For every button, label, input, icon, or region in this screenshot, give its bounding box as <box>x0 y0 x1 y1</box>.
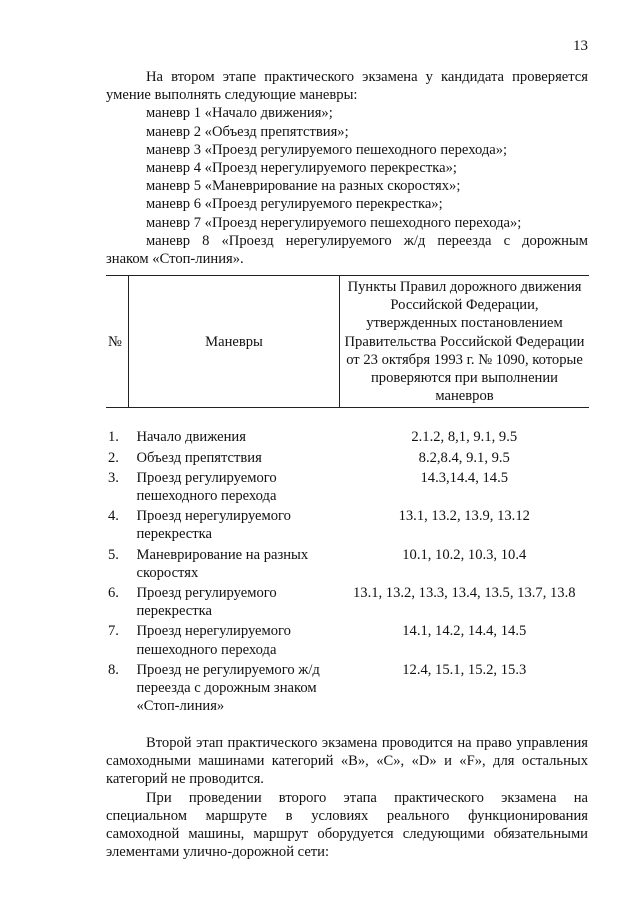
table-row <box>106 546 589 584</box>
row-maneuver: Проезд нерегулируемого пешеходного перехода <box>136 623 291 658</box>
table-row <box>106 622 589 660</box>
row-rule-points: 14.1, 14.2, 14.4, 14.5 <box>402 623 527 640</box>
header-number: № <box>106 276 129 408</box>
list-item: маневр 7 «Проезд нерегулируемого пешеходного перехода»; <box>146 214 522 231</box>
header-rule-points: Пункты Правил дорожного движения Российской Федерации, утвержденных постановлением Правительства Российской Федерации от 23 октября 1993 г. № 1090, которые проверяются при выполнении маневров <box>340 276 590 408</box>
table-row <box>106 428 589 448</box>
maneuvers-table <box>106 275 589 717</box>
row-rule-points: 8.2,8.4, 9.1, 9.5 <box>418 449 510 466</box>
row-number: 5. <box>108 546 119 563</box>
outro-section <box>106 734 588 861</box>
list-item: маневр 1 «Начало движения»; <box>146 105 333 122</box>
table-header-row <box>106 276 589 408</box>
row-rule-points: 14.3,14.4, 14.5 <box>420 469 509 486</box>
table-row <box>106 661 589 718</box>
row-maneuver: Проезд нерегулируемого перекрестка <box>136 508 291 543</box>
row-number: 3. <box>108 469 119 486</box>
row-rule-points: 12.4, 15.1, 15.2, 15.3 <box>402 661 527 678</box>
row-number: 1. <box>108 429 119 446</box>
table-row <box>106 449 589 469</box>
row-number: 4. <box>108 508 119 525</box>
row-rule-points: 13.1, 13.2, 13.9, 13.12 <box>398 508 530 525</box>
row-maneuver: Проезд регулируемого пешеходного перехода <box>136 469 277 505</box>
row-number: 6. <box>108 585 119 602</box>
table-row <box>106 507 589 545</box>
row-number: 7. <box>108 623 119 640</box>
table-row <box>106 469 589 507</box>
row-rule-points: 13.1, 13.2, 13.3, 13.4, 13.5, 13.7, 13.8 <box>352 585 576 602</box>
list-item: маневр 2 «Объезд препятствия»; <box>146 123 349 140</box>
list-item: маневр 5 «Маневрирование на разных скоростях»; <box>146 178 461 195</box>
list-item-last: маневр 8 «Проезд нерегулируемого ж/д переезда с дорожным <box>146 232 588 249</box>
row-rule-points: 2.1.2, 8,1, 9.1, 9.5 <box>411 429 518 446</box>
list-item: маневр 4 «Проезд нерегулируемого перекрестка»; <box>146 160 457 177</box>
page-number: 13 <box>573 38 588 54</box>
table-row <box>106 584 589 622</box>
maneuvers-list <box>106 104 588 231</box>
list-item-last-continued: знаком «Стоп-линия». <box>106 251 244 268</box>
outro-paragraph-categories: Второй этап практического экзамена проводится на право управления самоходными машинами категорий «B», «C», «D» и «F», для остальных категорий не проводится. <box>106 735 588 788</box>
outro-paragraph-route: При проведении второго этапа практического экзамена на специальном маршруте в условиях реального функционирования самоходной машины, маршрут оборудуется следующими обязательными элементами улично-дорожной сети: <box>106 789 588 861</box>
row-maneuver: Проезд регулируемого перекрестка <box>136 585 277 620</box>
intro-section <box>106 68 588 268</box>
intro-paragraph: На втором этапе практического экзамена у кандидата проверяется умение выполнять следующие маневры: <box>106 69 588 104</box>
list-item: маневр 3 «Проезд регулируемого пешеходного перехода»; <box>146 141 508 158</box>
row-number: 2. <box>108 449 119 466</box>
row-maneuver: Объезд препятствия <box>136 449 262 466</box>
row-maneuver: Маневрирование на разных скоростях <box>136 546 309 581</box>
list-item: маневр 6 «Проезд регулируемого перекрестка»; <box>146 196 443 213</box>
row-number: 8. <box>108 661 119 678</box>
row-rule-points: 10.1, 10.2, 10.3, 10.4 <box>402 546 527 563</box>
row-maneuver: Проезд не регулируемого ж/д переезда с дорожным знаком «Стоп-линия» <box>136 661 320 715</box>
row-maneuver: Начало движения <box>136 429 246 446</box>
header-maneuvers: Маневры <box>129 276 340 408</box>
